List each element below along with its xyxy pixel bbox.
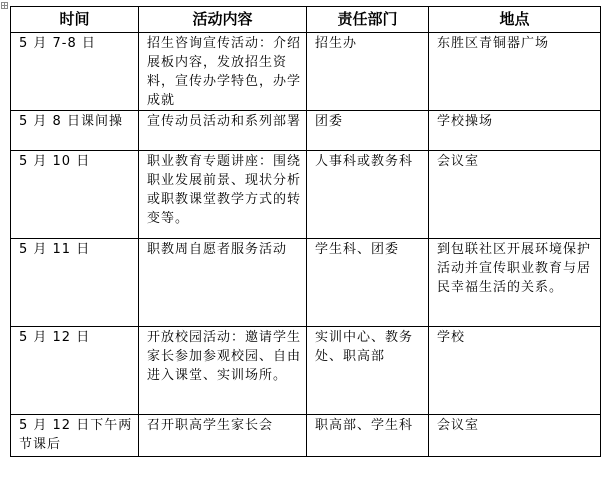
cell-time: 5 月 10 日 xyxy=(11,151,139,239)
cell-department: 招生办 xyxy=(307,33,429,111)
table-row xyxy=(11,239,601,327)
cell-activity: 职业教育专题讲座：围绕职业发展前景、现状分析或职教课堂教学方式的转变等。 xyxy=(139,151,307,239)
cell-department: 人事科或教务科 xyxy=(307,151,429,239)
table-move-handle-icon[interactable] xyxy=(1,2,8,9)
cell-time: 5 月 12 日 xyxy=(11,327,139,415)
cell-department: 团委 xyxy=(307,111,429,151)
cell-department: 实训中心、教务处、职高部 xyxy=(307,327,429,415)
table-row xyxy=(11,327,601,415)
cell-department: 职高部、学生科 xyxy=(307,415,429,457)
cell-time: 5 月 7-8 日 xyxy=(11,33,139,111)
schedule-table xyxy=(10,6,601,457)
cell-activity: 职教周自愿者服务活动 xyxy=(139,239,307,327)
table-row xyxy=(11,415,601,457)
cell-activity: 招生咨询宣传活动：介绍展板内容，发放招生资料，宣传办学特色，办学成就 xyxy=(139,33,307,111)
table-header-row xyxy=(11,7,601,33)
cell-time: 5 月 12 日下午两节课后 xyxy=(11,415,139,457)
header-department: 责任部门 xyxy=(307,7,429,33)
header-activity: 活动内容 xyxy=(139,7,307,33)
cell-location: 东胜区青铜器广场 xyxy=(429,33,601,111)
header-time: 时间 xyxy=(11,7,139,33)
table-row xyxy=(11,111,601,151)
cell-location: 会议室 xyxy=(429,151,601,239)
cell-activity: 召开职高学生家长会 xyxy=(139,415,307,457)
cell-time: 5 月 8 日课间操 xyxy=(11,111,139,151)
table-row xyxy=(11,33,601,111)
cell-time: 5 月 11 日 xyxy=(11,239,139,327)
table-row xyxy=(11,151,601,239)
cell-activity: 开放校园活动：邀请学生家长参加参观校园、自由进入课堂、实训场所。 xyxy=(139,327,307,415)
cell-location: 学校操场 xyxy=(429,111,601,151)
cell-activity: 宣传动员活动和系列部署 xyxy=(139,111,307,151)
cell-location: 到包联社区开展环境保护活动并宣传职业教育与居民幸福生活的关系。 xyxy=(429,239,601,327)
header-location: 地点 xyxy=(429,7,601,33)
cell-location: 会议室 xyxy=(429,415,601,457)
cell-location: 学校 xyxy=(429,327,601,415)
cell-department: 学生科、团委 xyxy=(307,239,429,327)
